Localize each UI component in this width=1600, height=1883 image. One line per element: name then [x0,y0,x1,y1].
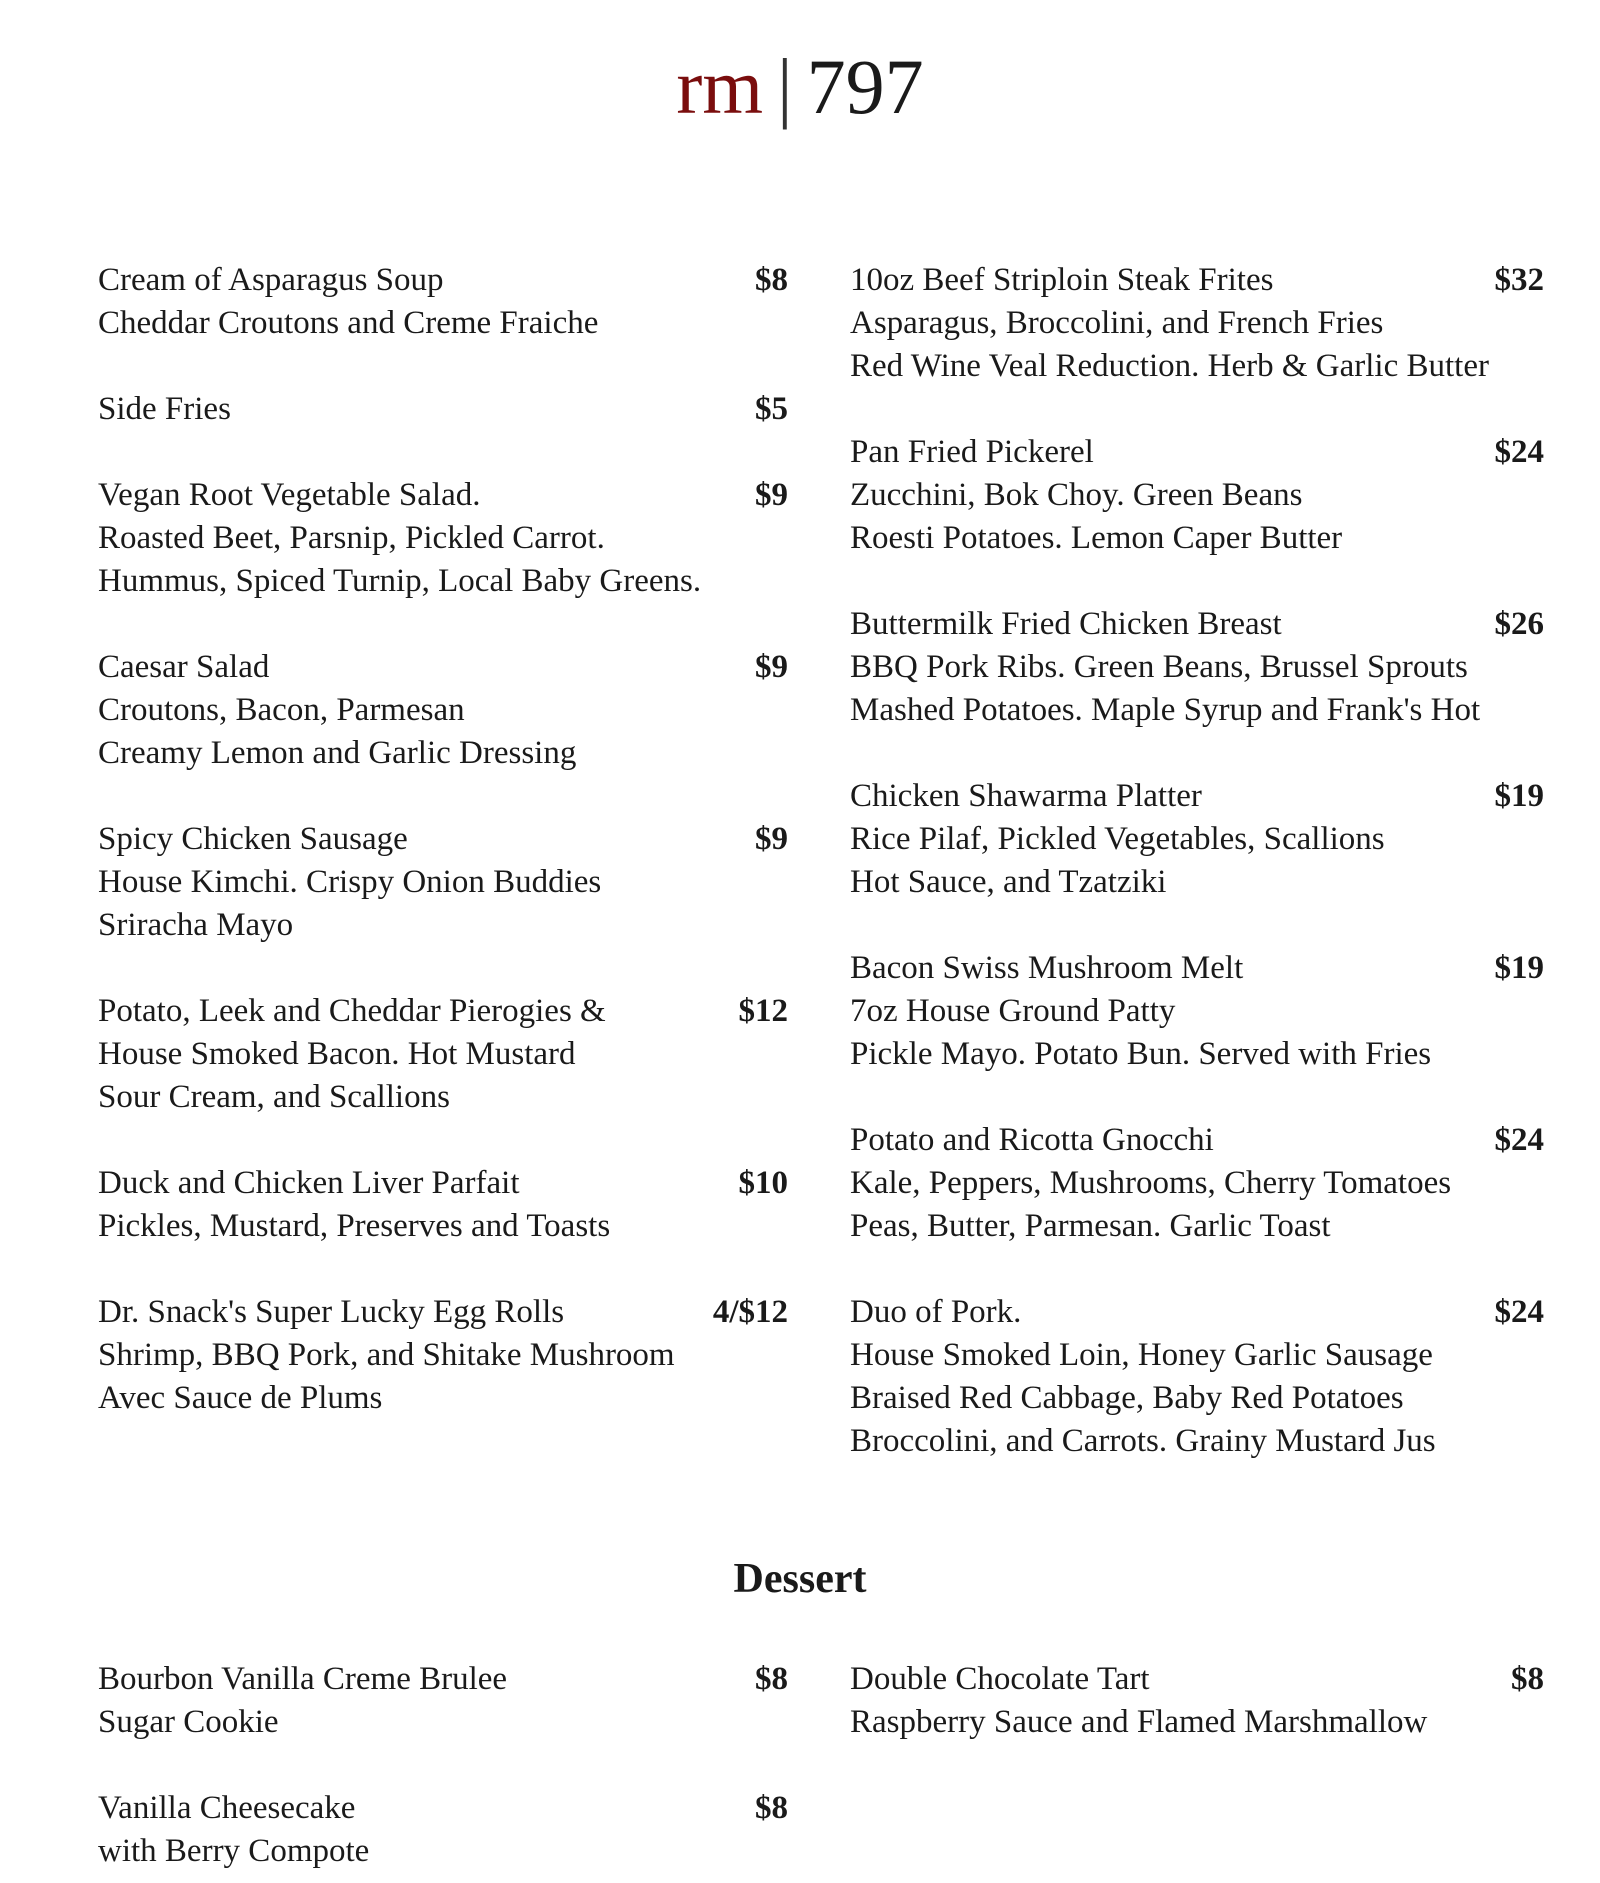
mains-right-column [850,259,1578,1463]
item-price: $32 [1494,262,1544,298]
item-description: Peas, Butter, Parmesan. Garlic Toast [850,1208,1331,1244]
menu-item [850,947,1578,1076]
restaurant-logo [0,43,1600,130]
item-name: Pan Fried Pickerel [850,434,1094,470]
menu-item [98,1787,788,1873]
menu-item [850,431,1578,560]
item-price: $24 [1494,1122,1544,1158]
menu-item [850,1658,1578,1744]
item-price: $8 [755,1790,788,1826]
mains-left-column [98,259,788,1420]
item-price: $8 [1511,1661,1544,1697]
item-name: Cream of Asparagus Soup [98,262,444,298]
menu-item [98,818,788,947]
item-price: $12 [738,993,788,1029]
item-name: Duo of Pork. [850,1294,1022,1330]
item-name: 10oz Beef Striploin Steak Frites [850,262,1274,298]
item-description: Zucchini, Bok Choy. Green Beans [850,477,1303,513]
item-price: $24 [1494,1294,1544,1330]
menu-item [98,1658,788,1744]
item-price: $26 [1494,606,1544,642]
item-name: Bacon Swiss Mushroom Melt [850,950,1244,986]
logo-number: 797 [806,43,924,130]
item-price: $24 [1494,434,1544,470]
item-description: Pickles, Mustard, Preserves and Toasts [98,1208,611,1244]
item-description: BBQ Pork Ribs. Green Beans, Brussel Sprouts [850,649,1468,685]
menu-item [98,259,788,345]
item-description: Avec Sauce de Plums [98,1380,383,1416]
menu-item [98,388,788,431]
logo-separator: | [777,43,793,130]
item-price: $9 [755,477,788,513]
item-price: 4/$12 [712,1294,788,1330]
menu-item [98,1291,788,1420]
item-description: Red Wine Veal Reduction. Herb & Garlic Butter [850,348,1489,384]
item-price: $9 [755,649,788,685]
item-price: $19 [1494,778,1544,814]
item-name: Buttermilk Fried Chicken Breast [850,606,1282,642]
item-description: Asparagus, Broccolini, and French Fries [850,305,1384,341]
item-description: Roasted Beet, Parsnip, Pickled Carrot. [98,520,605,556]
item-description: Broccolini, and Carrots. Grainy Mustard Jus [850,1423,1436,1459]
menu-item [850,1291,1578,1463]
item-name: Bourbon Vanilla Creme Brulee [98,1661,508,1697]
item-name: Spicy Chicken Sausage [98,821,408,857]
item-name: Double Chocolate Tart [850,1661,1150,1697]
item-price: $5 [755,391,788,427]
item-description: Pickle Mayo. Potato Bun. Served with Fries [850,1036,1432,1072]
item-description: with Berry Compote [98,1833,370,1869]
item-name: Caesar Salad [98,649,270,685]
item-description: Sugar Cookie [98,1704,279,1740]
item-name: Side Fries [98,391,231,427]
item-price: $8 [755,1661,788,1697]
item-price: $9 [755,821,788,857]
item-name: Chicken Shawarma Platter [850,778,1202,814]
item-description: Mashed Potatoes. Maple Syrup and Frank's Hot [850,692,1481,728]
menu-item [850,603,1578,732]
menu-item [98,1162,788,1248]
logo-brand: rm [676,43,764,130]
item-description: House Smoked Bacon. Hot Mustard [98,1036,576,1072]
item-price: $8 [755,262,788,298]
menu-item [98,990,788,1119]
item-description: Braised Red Cabbage, Baby Red Potatoes [850,1380,1404,1416]
item-description: Shrimp, BBQ Pork, and Shitake Mushroom [98,1337,675,1373]
item-description: Creamy Lemon and Garlic Dressing [98,735,577,771]
item-description: Rice Pilaf, Pickled Vegetables, Scallions [850,821,1385,857]
item-name: Vegan Root Vegetable Salad. [98,477,481,513]
item-name: Potato, Leek and Cheddar Pierogies & [98,993,606,1029]
item-description: Kale, Peppers, Mushrooms, Cherry Tomatoes [850,1165,1452,1201]
dessert-left-column [98,1658,788,1873]
item-description: House Smoked Loin, Honey Garlic Sausage [850,1337,1433,1373]
menu-item [850,1119,1578,1248]
item-name: Vanilla Cheesecake [98,1790,356,1826]
menu-item [850,775,1578,904]
item-description: Cheddar Croutons and Creme Fraiche [98,305,599,341]
item-description: Croutons, Bacon, Parmesan [98,692,465,728]
item-description: Hot Sauce, and Tzatziki [850,864,1167,900]
item-description: Raspberry Sauce and Flamed Marshmallow [850,1704,1428,1740]
item-description: Hummus, Spiced Turnip, Local Baby Greens. [98,563,702,599]
dessert-right-column [850,1658,1578,1744]
item-description: Sriracha Mayo [98,907,294,943]
item-description: Sour Cream, and Scallions [98,1079,450,1115]
item-description: 7oz House Ground Patty [850,993,1176,1029]
item-name: Duck and Chicken Liver Parfait [98,1165,520,1201]
menu-item [98,474,788,603]
item-price: $10 [738,1165,788,1201]
menu-item [98,646,788,775]
menu-item [850,259,1578,388]
item-name: Dr. Snack's Super Lucky Egg Rolls [98,1294,565,1330]
item-name: Potato and Ricotta Gnocchi [850,1122,1214,1158]
dessert-heading: Dessert [733,1556,867,1602]
item-price: $19 [1494,950,1544,986]
item-description: Roesti Potatoes. Lemon Caper Butter [850,520,1343,556]
item-description: House Kimchi. Crispy Onion Buddies [98,864,602,900]
